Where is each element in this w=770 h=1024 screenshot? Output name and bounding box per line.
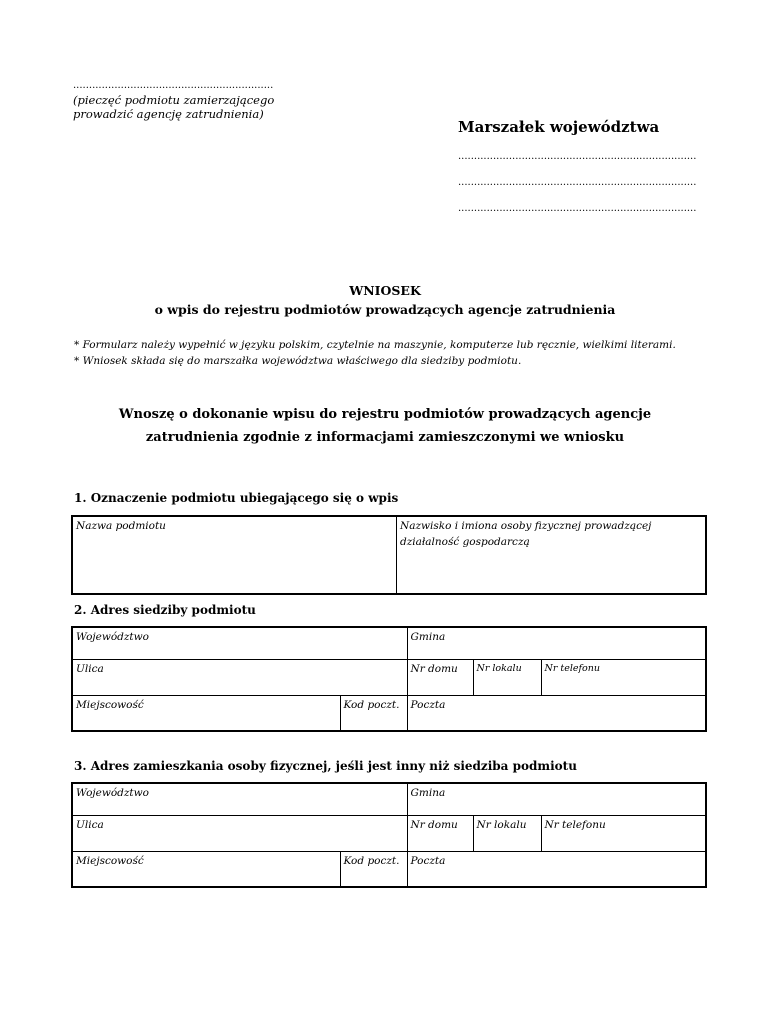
- s3-postal-code-label: Kod poczt.: [343, 854, 400, 867]
- instruction-1: * Formularz należy wypełnić w języku polskim, czytelnie na maszynie, komputerze lub ręcznie, wielkimi literami.: [74, 339, 676, 351]
- s2-postal-code-field[interactable]: [340, 695, 407, 731]
- request-statement: [0, 403, 770, 449]
- s2-apartment-no-label: Nr lokalu: [476, 662, 522, 674]
- s2-post-office-field[interactable]: [407, 695, 706, 731]
- s2-house-no-field[interactable]: [407, 659, 473, 695]
- recipient-line-3: ...........................................................................: [458, 203, 697, 214]
- s2-voivodeship-label: Województwo: [76, 631, 149, 643]
- s2-city-label: Miejscowość: [76, 698, 144, 711]
- s3-house-no-label: Nr domu: [410, 818, 458, 831]
- person-name-label: Nazwisko i imiona osoby fizycznej prowadzącej działalność gospodarczą: [400, 520, 652, 548]
- document-title: WNIOSEK: [349, 283, 421, 298]
- s3-apartment-no-field[interactable]: [473, 815, 541, 851]
- entity-name-label: Nazwa podmiotu: [76, 520, 166, 532]
- section2-table: [71, 626, 707, 732]
- stamp-note-line2: prowadzić agencję zatrudnienia): [73, 107, 264, 121]
- s2-phone-label: Nr telefonu: [544, 662, 600, 674]
- s2-house-no-label: Nr domu: [410, 662, 458, 675]
- s3-postal-code-field[interactable]: [340, 851, 407, 887]
- section3-heading: 3. Adres zamieszkania osoby fizycznej, jeśli jest inny niż siedziba podmiotu: [74, 759, 577, 773]
- stamp-note: [73, 93, 303, 121]
- document-subtitle: o wpis do rejestru podmiotów prowadzących agencje zatrudnienia: [154, 302, 616, 317]
- s3-phone-label: Nr telefonu: [544, 818, 606, 831]
- s2-postal-code-label: Kod poczt.: [343, 698, 400, 711]
- s3-city-label: Miejscowość: [76, 854, 144, 867]
- recipient-line-2: ...........................................................................: [458, 177, 697, 188]
- s2-commune-label: Gmina: [410, 631, 446, 643]
- stamp-dotted-line: ...............................................................: [73, 80, 274, 91]
- s2-street-label: Ulica: [76, 662, 104, 675]
- recipient-line-1: ...........................................................................: [458, 151, 697, 162]
- person-name-field[interactable]: [397, 516, 707, 594]
- entity-name-field[interactable]: [72, 516, 397, 594]
- request-line-2: zatrudnienia zgodnie z informacjami zamieszczonymi we wniosku: [145, 430, 625, 445]
- s2-city-field[interactable]: [72, 695, 340, 731]
- s3-phone-field[interactable]: [541, 815, 706, 851]
- request-line-1: Wnoszę o dokonanie wpisu do rejestru podmiotów prowadzących agencje: [118, 407, 652, 422]
- s2-post-office-label: Poczta: [410, 698, 446, 711]
- recipient-title: Marszałek województwa: [458, 118, 660, 136]
- s2-voivodeship-field[interactable]: [72, 627, 407, 659]
- instructions: [74, 337, 734, 369]
- s3-voivodeship-label: Województwo: [76, 787, 149, 799]
- s3-commune-field[interactable]: [407, 783, 706, 815]
- s2-apartment-no-field[interactable]: [473, 659, 541, 695]
- s3-street-field[interactable]: [72, 815, 407, 851]
- section1-heading: 1. Oznaczenie podmiotu ubiegającego się o wpis: [74, 491, 399, 505]
- s2-street-field[interactable]: [72, 659, 407, 695]
- s3-post-office-label: Poczta: [410, 854, 446, 867]
- s3-voivodeship-field[interactable]: [72, 783, 407, 815]
- s3-house-no-field[interactable]: [407, 815, 473, 851]
- instruction-2: * Wniosek składa się do marszałka województwa właściwego dla siedziby podmiotu.: [74, 355, 522, 367]
- s3-apartment-no-label: Nr lokalu: [476, 818, 527, 831]
- section3-table: [71, 782, 707, 888]
- s3-street-label: Ulica: [76, 818, 104, 831]
- stamp-note-line1: (pieczęć podmiotu zamierzającego: [73, 93, 275, 107]
- s2-phone-field[interactable]: [541, 659, 706, 695]
- s2-commune-field[interactable]: [407, 627, 706, 659]
- section2-heading: 2. Adres siedziby podmiotu: [74, 603, 256, 617]
- s3-commune-label: Gmina: [410, 787, 446, 799]
- section1-table: [71, 515, 707, 595]
- s3-post-office-field[interactable]: [407, 851, 706, 887]
- s3-city-field[interactable]: [72, 851, 340, 887]
